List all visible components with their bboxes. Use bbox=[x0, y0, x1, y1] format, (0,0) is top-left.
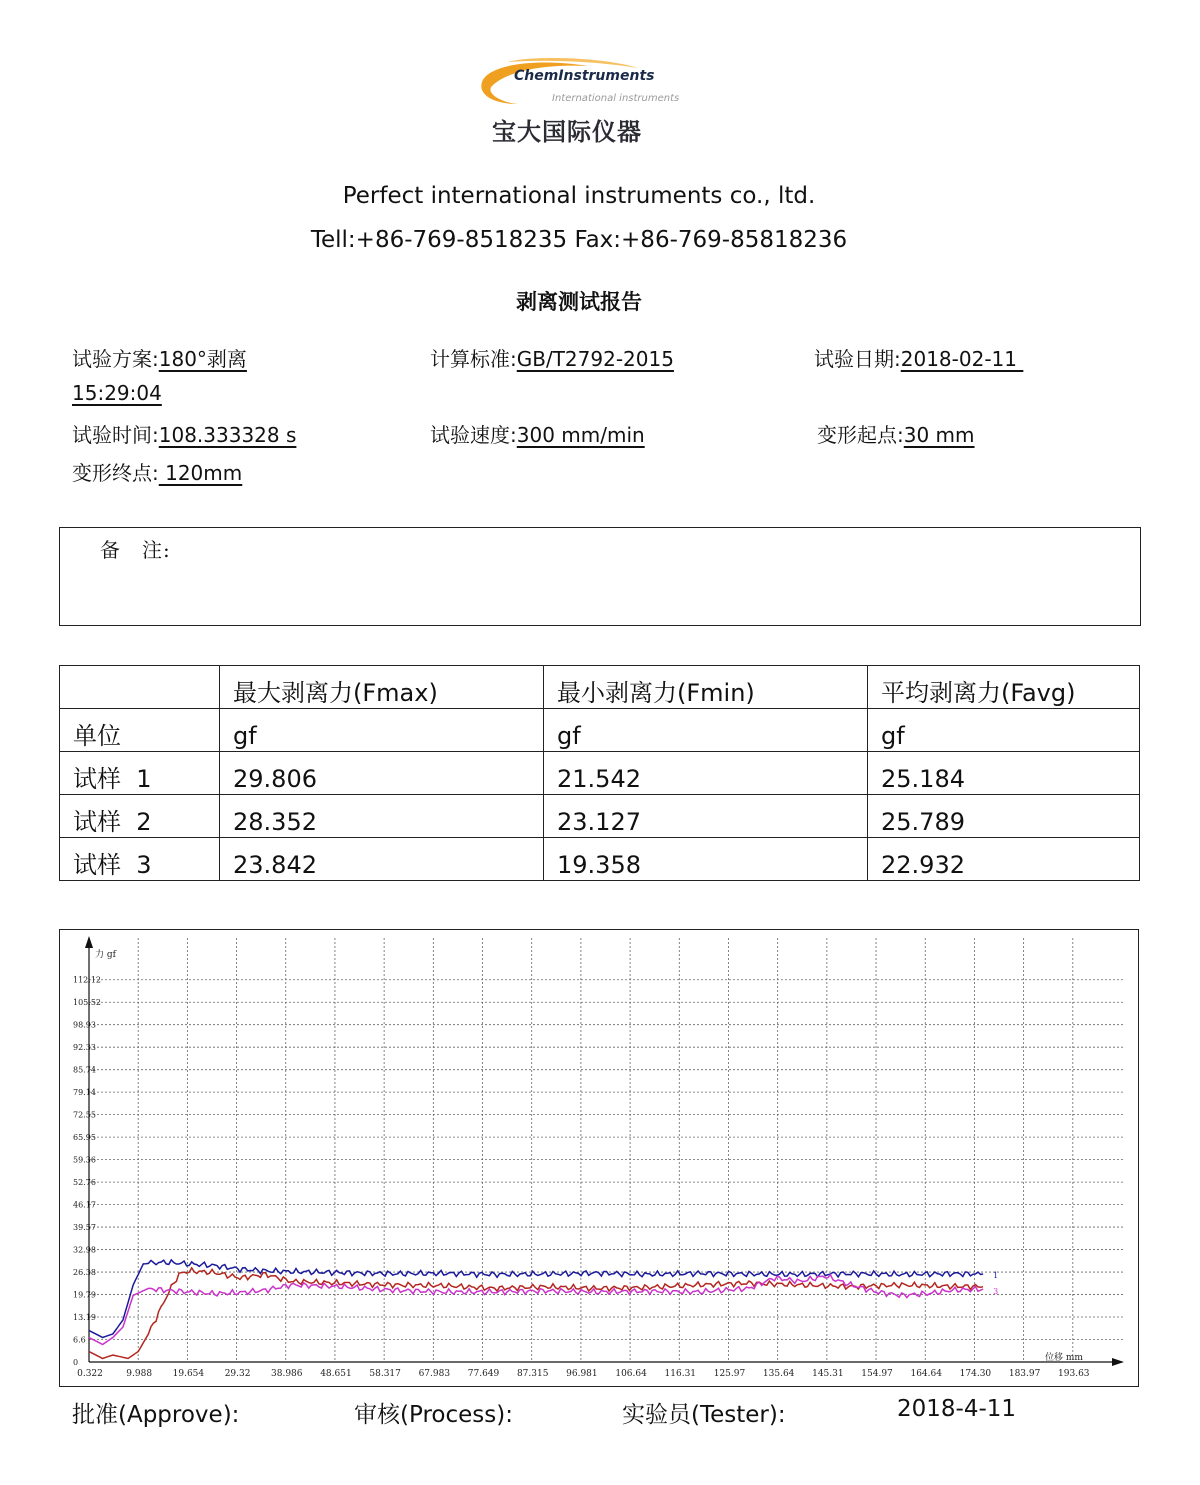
table-cell: 28.352 bbox=[220, 795, 544, 838]
speed-field bbox=[430, 419, 645, 448]
chart-y-tick-label: 19.79 bbox=[73, 1290, 96, 1300]
deform-end-value: 120mm bbox=[158, 461, 243, 485]
time-value: 15:29:04 bbox=[72, 381, 162, 405]
chart-x-tick-label: 135.64 bbox=[762, 1369, 795, 1379]
standard-value: GB/T2792-2015 bbox=[516, 347, 674, 371]
table-row bbox=[60, 795, 1140, 838]
chart-y-axis-label: 力 gf bbox=[95, 950, 116, 960]
scheme-value: 180°剥离 bbox=[158, 347, 247, 371]
chart-y-tick-label: 32.98 bbox=[73, 1245, 96, 1255]
chart-y-tick-label: 13.19 bbox=[73, 1313, 96, 1323]
chart-series-label: 3 bbox=[993, 1287, 999, 1297]
chart-series-line-3 bbox=[89, 1275, 983, 1345]
chart-x-tick-label: 67.983 bbox=[418, 1369, 451, 1379]
table-cell: 19.358 bbox=[544, 838, 868, 881]
process-label: 审核(Process): bbox=[354, 1402, 513, 1428]
table-header-cell bbox=[60, 666, 220, 709]
date-value: 2018-02-11 bbox=[900, 347, 1024, 371]
table-cell: 试样 1 bbox=[60, 752, 220, 795]
report-date: 2018-4-11 bbox=[897, 1396, 1017, 1422]
chart-x-tick-label: 106.64 bbox=[615, 1369, 647, 1379]
chart-y-tick-label: 72.55 bbox=[73, 1110, 96, 1120]
chart-y-tick-label: 98.93 bbox=[73, 1020, 96, 1030]
chart-y-tick-label: 59.36 bbox=[73, 1155, 96, 1165]
scheme-label: 试验方案: bbox=[72, 347, 159, 371]
chart-series-line-1 bbox=[89, 1260, 983, 1338]
chart-y-axis-arrow-icon bbox=[85, 936, 93, 948]
table-row bbox=[60, 838, 1140, 881]
table-cell: 25.184 bbox=[868, 752, 1140, 795]
duration-field bbox=[72, 419, 296, 448]
report-title: 剥离测试报告 bbox=[516, 290, 642, 314]
table-cell: 试样 3 bbox=[60, 838, 220, 881]
table-row bbox=[60, 709, 1140, 752]
speed-label: 试验速度: bbox=[430, 423, 517, 447]
chart-x-tick-label: 48.651 bbox=[320, 1369, 352, 1379]
table-cell: 23.127 bbox=[544, 795, 868, 838]
chart-x-tick-label: 0.322 bbox=[77, 1369, 103, 1379]
chart-y-tick-label: 92.33 bbox=[73, 1043, 96, 1053]
results-table bbox=[59, 665, 1140, 881]
chart-y-tick-label: 105.52 bbox=[73, 998, 101, 1008]
scheme-field bbox=[72, 343, 247, 372]
table-cell: 21.542 bbox=[544, 752, 868, 795]
logo-text-cn: 宝大国际仪器 bbox=[492, 118, 642, 146]
chart-x-tick-label: 116.31 bbox=[664, 1369, 697, 1379]
chart-y-tick-label: 65.95 bbox=[73, 1133, 96, 1143]
table-cell: 29.806 bbox=[220, 752, 544, 795]
remarks-box bbox=[59, 527, 1141, 626]
company-name: Perfect international instruments co., ltd. bbox=[342, 183, 816, 209]
tester-label: 实验员(Tester): bbox=[622, 1402, 786, 1428]
deform-end-field bbox=[72, 457, 242, 486]
chart-y-tick-label: 26.38 bbox=[73, 1268, 96, 1278]
chart-series-label: 1 bbox=[993, 1271, 999, 1281]
table-header-cell: 最大剥离力(Fmax) bbox=[220, 666, 544, 709]
table-cell: gf bbox=[544, 709, 868, 752]
chart-x-axis-arrow-icon bbox=[1112, 1358, 1124, 1366]
standard-field bbox=[430, 343, 674, 372]
chart-y-tick-label: 0 bbox=[73, 1358, 79, 1367]
deform-end-label: 变形终点: bbox=[72, 461, 159, 485]
peel-force-chart bbox=[60, 930, 1138, 1386]
chart-frame bbox=[59, 929, 1139, 1387]
speed-value: 300 mm/min bbox=[516, 423, 645, 447]
table-cell: 25.789 bbox=[868, 795, 1140, 838]
standard-label: 计算标准: bbox=[430, 347, 517, 371]
chart-x-tick-label: 87.315 bbox=[516, 1369, 549, 1379]
table-cell: 试样 2 bbox=[60, 795, 220, 838]
chart-y-tick-label: 46.17 bbox=[73, 1200, 96, 1210]
chart-x-tick-label: 174.30 bbox=[959, 1369, 992, 1379]
time-field bbox=[72, 381, 162, 405]
remarks-label: 备 注: bbox=[100, 538, 171, 562]
deform-start-label: 变形起点: bbox=[817, 423, 904, 447]
duration-value: 108.333328 s bbox=[158, 423, 297, 447]
table-cell: 23.842 bbox=[220, 838, 544, 881]
company-contact: Tell:+86-769-8518235 Fax:+86-769-85818236 bbox=[310, 227, 848, 253]
duration-label: 试验时间: bbox=[72, 423, 159, 447]
chart-x-tick-label: 19.654 bbox=[172, 1369, 205, 1379]
chart-x-tick-label: 164.64 bbox=[910, 1369, 942, 1379]
chart-y-tick-label: 39.57 bbox=[73, 1223, 96, 1233]
chart-y-tick-label: 6.6 bbox=[73, 1335, 86, 1345]
chart-x-tick-label: 9.988 bbox=[126, 1369, 153, 1379]
chart-x-tick-label: 38.986 bbox=[271, 1369, 303, 1379]
deform-start-field bbox=[817, 419, 975, 448]
table-cell: gf bbox=[868, 709, 1140, 752]
chart-x-tick-label: 29.32 bbox=[224, 1369, 251, 1379]
table-cell: 单位 bbox=[60, 709, 220, 752]
chart-y-tick-label: 52.76 bbox=[73, 1178, 96, 1188]
chart-x-tick-label: 96.981 bbox=[566, 1369, 598, 1379]
chart-x-axis-label: 位移 mm bbox=[1045, 1353, 1083, 1363]
table-header-cell: 最小剥离力(Fmin) bbox=[544, 666, 868, 709]
date-field bbox=[814, 343, 1023, 372]
deform-start-value: 30 mm bbox=[903, 423, 975, 447]
table-header-row bbox=[60, 666, 1140, 709]
approve-label: 批准(Approve): bbox=[72, 1402, 240, 1428]
table-header-cell: 平均剥离力(Favg) bbox=[868, 666, 1140, 709]
chart-x-tick-label: 58.317 bbox=[369, 1369, 401, 1379]
chart-x-tick-label: 125.97 bbox=[713, 1369, 746, 1379]
table-row bbox=[60, 752, 1140, 795]
table-cell: gf bbox=[220, 709, 544, 752]
chart-series-line-2 bbox=[89, 1268, 983, 1359]
chart-x-tick-label: 193.63 bbox=[1058, 1369, 1090, 1379]
chart-x-tick-label: 77.649 bbox=[467, 1369, 500, 1379]
date-label: 试验日期: bbox=[814, 347, 901, 371]
logo-text-en: ChemInstruments bbox=[514, 68, 655, 84]
chart-y-tick-label: 112.12 bbox=[73, 975, 101, 985]
table-cell: 22.932 bbox=[868, 838, 1140, 881]
chart-y-tick-label: 79.14 bbox=[73, 1088, 96, 1098]
chart-x-tick-label: 154.97 bbox=[861, 1369, 893, 1379]
logo-text-sub: International instruments bbox=[552, 93, 680, 104]
chart-y-tick-label: 85.74 bbox=[73, 1065, 96, 1075]
chart-x-tick-label: 183.97 bbox=[1008, 1369, 1041, 1379]
chart-x-tick-label: 145.31 bbox=[812, 1369, 844, 1379]
